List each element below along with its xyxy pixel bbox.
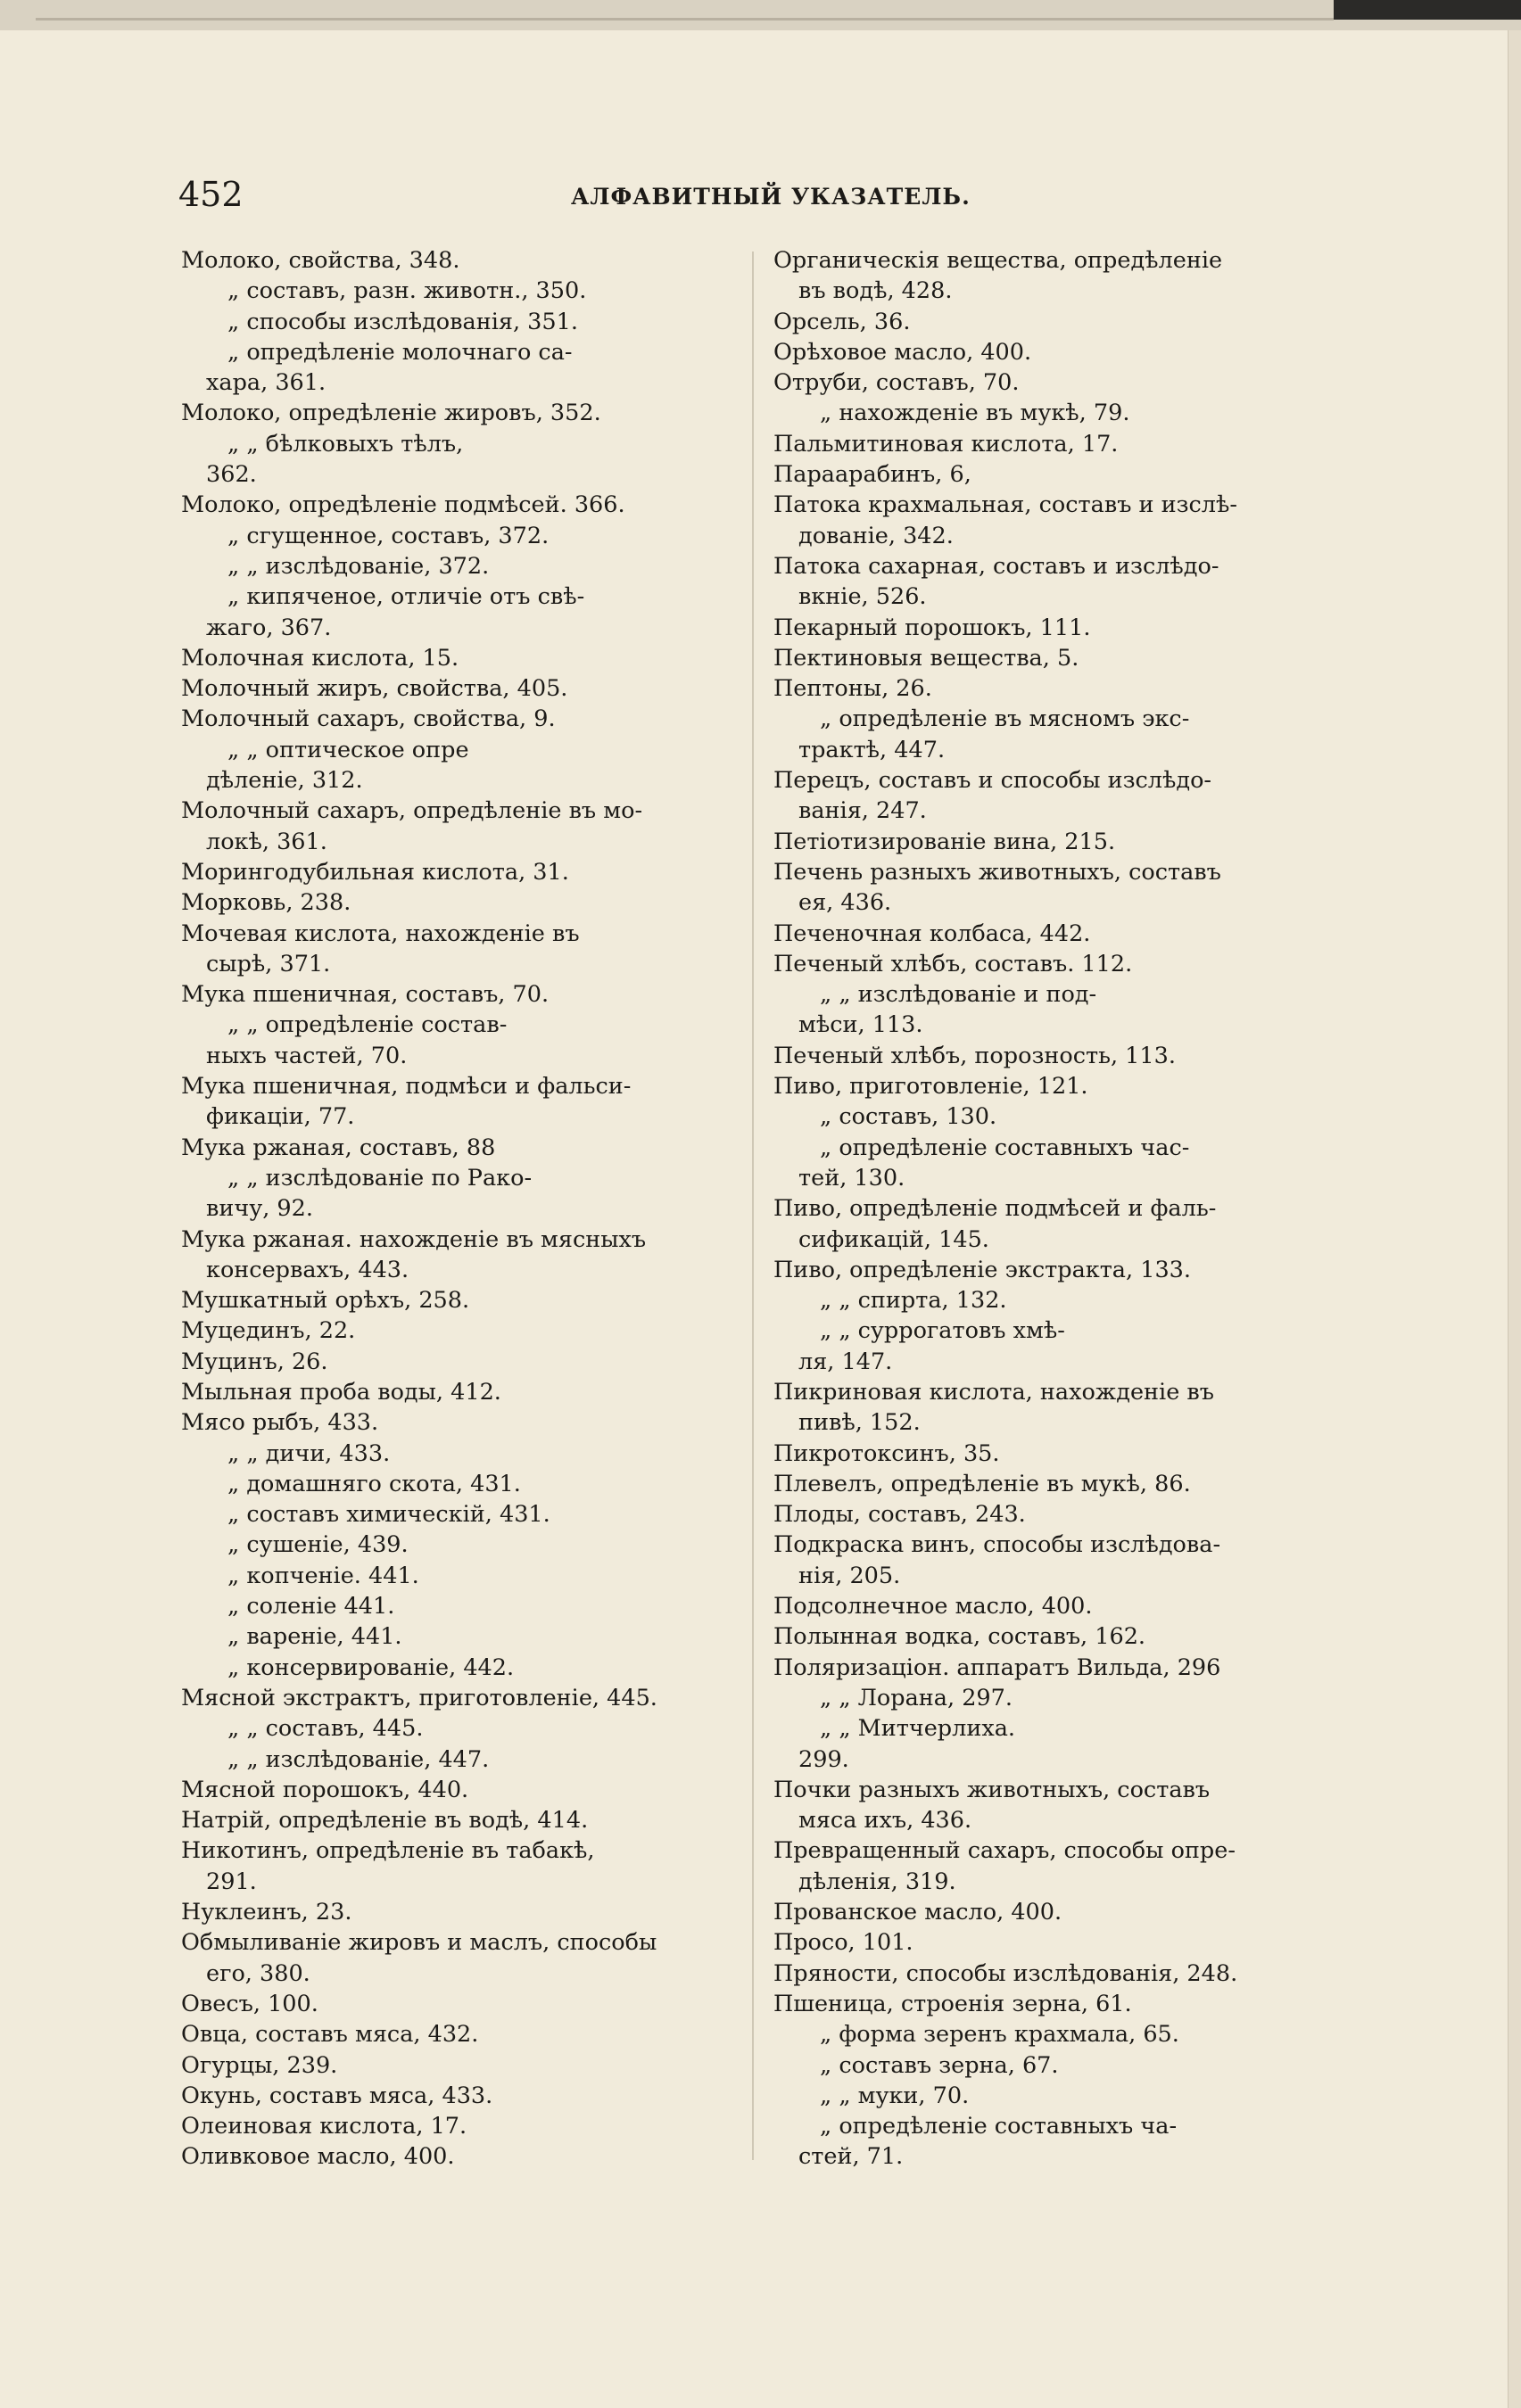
index-entry: трактѣ, 447. <box>798 736 946 763</box>
index-entry: жаго, 367. <box>206 614 332 641</box>
index-entry: Перецъ, составъ и способы изслѣдо- <box>773 767 1212 795</box>
index-entry: Прованское масло, 400. <box>773 1899 1062 1926</box>
index-entry: Оливковое масло, 400. <box>181 2143 455 2171</box>
index-entry: „ составъ зерна, 67. <box>820 2051 1059 2079</box>
index-entry: „ составъ, 130. <box>820 1103 997 1131</box>
index-entry: „ сушеніе, 439. <box>227 1531 409 1559</box>
index-entry: „ опредѣленіе молочнаго са- <box>227 338 573 366</box>
index-entry: локѣ, 361. <box>206 828 327 855</box>
index-entry: стей, 71. <box>798 2143 904 2171</box>
index-entry: „ домашняго скота, 431. <box>227 1470 521 1497</box>
index-entry: Мясной экстрактъ, приготовленіе, 445. <box>181 1684 657 1711</box>
page-title: АЛФАВИТНЫЙ УКАЗАТЕЛЬ. <box>571 184 971 210</box>
index-entry: Полынная водка, составъ, 162. <box>773 1623 1146 1651</box>
index-entry: вичу, 92. <box>206 1195 313 1223</box>
index-entry: Органическія вещества, опредѣленіе <box>773 247 1223 274</box>
index-entry: „ „ изслѣдованіе по Рако- <box>227 1164 533 1192</box>
index-entry: Никотинъ, опредѣленіе въ табакѣ, <box>181 1837 595 1865</box>
index-entry: Нуклеинъ, 23. <box>181 1899 352 1926</box>
index-entry: Печень разныхъ животныхъ, составъ <box>773 858 1221 886</box>
index-entry: Мука пшеничная, подмѣси и фальси- <box>181 1073 632 1101</box>
index-entry: дованіе, 342. <box>798 522 954 549</box>
scan-border <box>1334 0 1521 20</box>
index-entry: Печеный хлѣбъ, составъ. 112. <box>773 950 1133 977</box>
index-entry: Патока сахарная, составъ и изслѣдо- <box>773 552 1219 580</box>
index-entry: „ опредѣленіе составныхъ ча- <box>820 2113 1178 2140</box>
index-entry: Пиво, опредѣленіе экстракта, 133. <box>773 1256 1192 1283</box>
index-entry: Патока крахмальная, составъ и изслѣ- <box>773 491 1237 519</box>
index-entry: Морковь, 238. <box>181 889 351 917</box>
index-entry: Овца, составъ мяса, 432. <box>181 2021 479 2049</box>
index-entry: ванія, 247. <box>798 797 927 825</box>
index-entry: хара, 361. <box>206 369 327 397</box>
index-entry: ля, 147. <box>798 1348 893 1375</box>
index-entry: Пшеница, строенія зерна, 61. <box>773 1990 1132 2017</box>
index-entry: мѣси, 113. <box>798 1011 923 1039</box>
index-entry: Поляризаціон. аппаратъ Вильда, 296 <box>773 1653 1221 1681</box>
index-entry: Молочный сахаръ, опредѣленіе въ мо- <box>181 797 643 825</box>
top-rule <box>36 18 1334 21</box>
index-entry: Молоко, опредѣленіе подмѣсей. 366. <box>181 491 625 519</box>
index-entry: Молочная кислота, 15. <box>181 644 459 672</box>
index-entry: Огурцы, 239. <box>181 2051 338 2079</box>
index-entry: „ сгущенное, составъ, 372. <box>227 522 550 549</box>
index-entry: Печеный хлѣбъ, порозность, 113. <box>773 1042 1176 1069</box>
index-entry: его, 380. <box>206 1959 310 1987</box>
index-entry: сификацій, 145. <box>798 1225 989 1253</box>
index-entry: „ „ изслѣдованіе, 447. <box>227 1745 490 1773</box>
index-entry: Печеночная колбаса, 442. <box>773 919 1091 947</box>
index-entry: Мясо рыбъ, 433. <box>181 1409 379 1437</box>
page-top-edge <box>0 0 1521 30</box>
index-entry: въ водѣ, 428. <box>798 277 953 305</box>
index-entry: Подкраска винъ, способы изслѣдова- <box>773 1531 1221 1559</box>
index-entry: Овесъ, 100. <box>181 1990 318 2017</box>
index-entry: „ вареніе, 441. <box>227 1623 402 1651</box>
index-entry: тей, 130. <box>798 1164 905 1192</box>
index-entry: „ „ изслѣдованіе, 372. <box>227 552 490 580</box>
index-entry: Мыльная проба воды, 412. <box>181 1378 501 1406</box>
index-entry: „ форма зеренъ крахмала, 65. <box>820 2021 1179 2049</box>
index-entry: Подсолнечное масло, 400. <box>773 1593 1093 1620</box>
index-entry: Мука пшеничная, составъ, 70. <box>181 981 550 1009</box>
index-entry: нія, 205. <box>798 1562 901 1589</box>
index-entry: „ „ спирта, 132. <box>820 1287 1007 1315</box>
page-right-edge <box>1508 30 1521 2408</box>
index-entry: Мушкатный орѣхъ, 258. <box>181 1287 470 1315</box>
index-entry: Пикриновая кислота, нахожденіе въ <box>773 1378 1214 1406</box>
index-entry: Пекарный порошокъ, 111. <box>773 614 1091 641</box>
index-entry: дѣленіе, 312. <box>206 767 363 795</box>
index-entry: „ составъ химическій, 431. <box>227 1501 550 1529</box>
index-column-left <box>181 245 734 2173</box>
index-entry: 299. <box>798 1745 849 1773</box>
index-entry: Почки разныхъ животныхъ, составъ <box>773 1776 1211 1803</box>
index-entry: „ „ опредѣленіе состав- <box>227 1011 508 1039</box>
index-entry: „ соленіе 441. <box>227 1593 395 1620</box>
index-entry: Пальмитиновая кислота, 17. <box>773 430 1119 458</box>
index-entry: пивѣ, 152. <box>798 1409 921 1437</box>
index-entry: Пиво, опредѣленіе подмѣсей и фаль- <box>773 1195 1217 1223</box>
index-entry: мяса ихъ, 436. <box>798 1807 972 1835</box>
index-entry: „ опредѣленіе составныхъ час- <box>820 1134 1190 1161</box>
page-header <box>178 175 1338 228</box>
index-entry: Окунь, составъ мяса, 433. <box>181 2082 493 2109</box>
index-entry: „ копченіе. 441. <box>227 1562 419 1589</box>
index-entry: Молочный жиръ, свойства, 405. <box>181 675 568 703</box>
index-entry: „ „ Лорана, 297. <box>820 1684 1013 1711</box>
index-entry: Орсель, 36. <box>773 308 911 335</box>
page-number: 452 <box>178 175 244 214</box>
index-entry: „ „ Митчерлиха. <box>820 1715 1016 1743</box>
index-entry: Мясной порошокъ, 440. <box>181 1776 469 1803</box>
index-entry: Превращенный сахаръ, способы опре- <box>773 1837 1236 1865</box>
index-entry: ныхъ частей, 70. <box>206 1042 408 1069</box>
index-entry: ея, 436. <box>798 889 892 917</box>
index-column-right <box>773 245 1327 2173</box>
index-entry: Пряности, способы изслѣдованія, 248. <box>773 1959 1238 1987</box>
index-entry: „ способы изслѣдованія, 351. <box>227 308 578 335</box>
index-entry: Молочный сахаръ, свойства, 9. <box>181 705 556 733</box>
index-entry: „ опредѣленіе въ мясномъ экс- <box>820 705 1190 733</box>
index-entry: вкніе, 526. <box>798 583 927 611</box>
index-entry: Отруби, составъ, 70. <box>773 369 1020 397</box>
column-divider <box>752 252 754 2160</box>
index-entry: Обмыливаніе жировъ и маслъ, способы <box>181 1929 657 1957</box>
index-entry: „ „ бѣлковыхъ тѣлъ, <box>227 430 464 458</box>
index-entry: 362. <box>206 461 257 489</box>
index-entry: Молоко, свойства, 348. <box>181 247 460 274</box>
index-entry: „ кипяченое, отличіе отъ свѣ- <box>227 583 585 611</box>
index-entry: „ „ дичи, 433. <box>227 1439 391 1467</box>
index-entry: Морингодубильная кислота, 31. <box>181 858 569 886</box>
index-entry: Муцинъ, 26. <box>181 1348 328 1375</box>
index-entry: „ „ оптическое опре <box>227 736 469 763</box>
index-entry: Просо, 101. <box>773 1929 913 1957</box>
index-entry: сырѣ, 371. <box>206 950 331 977</box>
index-entry: Плоды, составъ, 243. <box>773 1501 1026 1529</box>
index-entry: Мука ржаная, составъ, 88 <box>181 1134 496 1161</box>
index-entry: „ „ составъ, 445. <box>227 1715 424 1743</box>
index-entry: консервахъ, 443. <box>206 1256 409 1283</box>
index-entry: 291. <box>206 1868 257 1895</box>
index-entry: фикаціи, 77. <box>206 1103 355 1131</box>
index-entry: Натрій, опредѣленіе въ водѣ, 414. <box>181 1807 589 1835</box>
index-entry: Пикротоксинъ, 35. <box>773 1439 1000 1467</box>
index-entry: Пектиновыя вещества, 5. <box>773 644 1079 672</box>
index-entry: Мочевая кислота, нахожденіе въ <box>181 919 580 947</box>
index-entry: Плевелъ, опредѣленіе въ мукѣ, 86. <box>773 1470 1191 1497</box>
index-entry: Орѣховое масло, 400. <box>773 338 1032 366</box>
index-entry: „ „ суррогатовъ хмѣ- <box>820 1317 1065 1345</box>
index-entry: Молоко, опредѣленіе жировъ, 352. <box>181 400 601 427</box>
index-entry: Параарабинъ, 6, <box>773 461 971 489</box>
index-entry: „ составъ, разн. животн., 350. <box>227 277 587 305</box>
index-entry: „ консервированіе, 442. <box>227 1653 515 1681</box>
index-entry: „ „ муки, 70. <box>820 2082 970 2109</box>
index-entry: Олеиновая кислота, 17. <box>181 2113 467 2140</box>
index-entry: Петіотизированіе вина, 215. <box>773 828 1116 855</box>
index-entry: дѣленія, 319. <box>798 1868 956 1895</box>
index-entry: „ „ изслѣдованіе и под- <box>820 981 1097 1009</box>
index-entry: „ нахожденіе въ мукѣ, 79. <box>820 400 1130 427</box>
index-entry: Пептоны, 26. <box>773 675 932 703</box>
index-entry: Мука ржаная. нахожденіе въ мясныхъ <box>181 1225 647 1253</box>
index-entry: Муцединъ, 22. <box>181 1317 356 1345</box>
index-entry: Пиво, приготовленіе, 121. <box>773 1073 1088 1101</box>
